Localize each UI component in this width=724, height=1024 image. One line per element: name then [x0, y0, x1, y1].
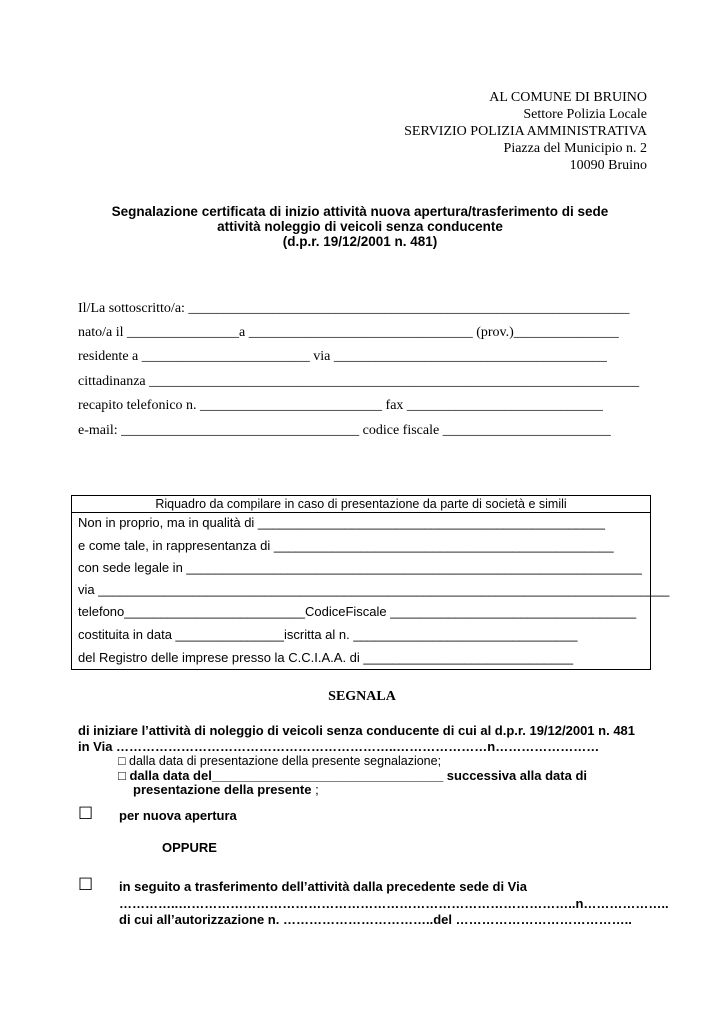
checkbox-new-opening[interactable]: ☐	[78, 804, 94, 823]
addressee-line: 10090 Bruino	[569, 158, 647, 173]
addressee-line: SERVIZIO POLIZIA AMMINISTRATIVA	[404, 124, 647, 139]
addressee-block	[404, 89, 647, 174]
field-legal-seat[interactable]: con sede legale in _______________________________________________________________	[78, 560, 642, 575]
option-from-date-cont-bold: presentazione della presente	[133, 782, 312, 797]
field-chamber-register[interactable]: del Registro delle imprese presso la C.C.I.A.A. di _____________________________	[78, 650, 574, 665]
label-transfer: in seguito a trasferimento dell’attività dalla precedente sede di Via	[119, 879, 527, 894]
segnala-line: di iniziare l’attività di noleggio di veicoli senza conducente di cui al d.p.r. 19/12/2001 n. 481	[78, 723, 636, 738]
field-residence[interactable]: residente a ________________________ via _______________________________________	[78, 349, 607, 364]
field-company-phone-tax-code[interactable]: telefono_________________________CodiceFiscale __________________________________	[78, 604, 637, 619]
segnala-street-field[interactable]: in Via ………………………………………………………..…………………n……………………	[78, 739, 600, 754]
field-company-street[interactable]: via _______________________________________________________________________________	[78, 582, 670, 597]
label-oppure: OPPURE	[162, 840, 217, 855]
field-applicant-name[interactable]: Il/La sottoscritto/a: _______________________________________________________________	[78, 301, 630, 316]
document-title	[60, 204, 660, 249]
company-box-header: Riquadro da compilare in caso di presentazione da parte di società e simili	[72, 496, 650, 513]
field-incorporation[interactable]: costituita in data _______________iscritta al n. _______________________________	[78, 627, 578, 642]
field-phone-fax[interactable]: recapito telefonico n. __________________________ fax ____________________________	[78, 398, 603, 413]
segnala-heading: SEGNALA	[328, 689, 396, 704]
addressee-line: Piazza del Municipio n. 2	[503, 141, 647, 156]
title-line: attività noleggio di veicoli senza conducente	[217, 219, 503, 234]
field-representation[interactable]: e come tale, in rappresentanza di _______________________________________________	[78, 538, 614, 553]
field-email-tax-code[interactable]: e-mail: __________________________________ codice fiscale ________________________	[78, 423, 611, 438]
title-line: (d.p.r. 19/12/2001 n. 481)	[282, 234, 438, 249]
checkbox-transfer[interactable]: ☐	[78, 875, 94, 894]
option-from-date-cont-tail: ;	[311, 782, 319, 797]
field-birth-date-place[interactable]: nato/a il ________________a ________________________________ (prov.)_______________	[78, 325, 619, 340]
field-authorization[interactable]: di cui all’autorizzazione n. ……………………………..del …………………………………..	[119, 912, 632, 927]
option-from-submission[interactable]: □ dalla data di presentazione della presente segnalazione;	[118, 754, 442, 768]
field-capacity[interactable]: Non in proprio, ma in qualità di ________________________________________________	[78, 515, 605, 530]
field-previous-street[interactable]: …………..………………………………………………………………………………..n………………..	[119, 896, 669, 911]
label-new-opening: per nuova apertura	[119, 808, 237, 823]
field-citizenship[interactable]: cittadinanza ______________________________________________________________________	[78, 374, 640, 389]
option-from-date-cont	[133, 782, 319, 797]
option-from-date[interactable]: □ dalla data del________________________________ successiva alla data di	[118, 768, 587, 783]
addressee-line: AL COMUNE DI BRUINO	[489, 90, 647, 105]
title-line: Segnalazione certificata di inizio attività nuova apertura/trasferimento di sede	[111, 204, 609, 219]
addressee-line: Settore Polizia Locale	[523, 107, 647, 122]
company-box	[71, 495, 670, 670]
